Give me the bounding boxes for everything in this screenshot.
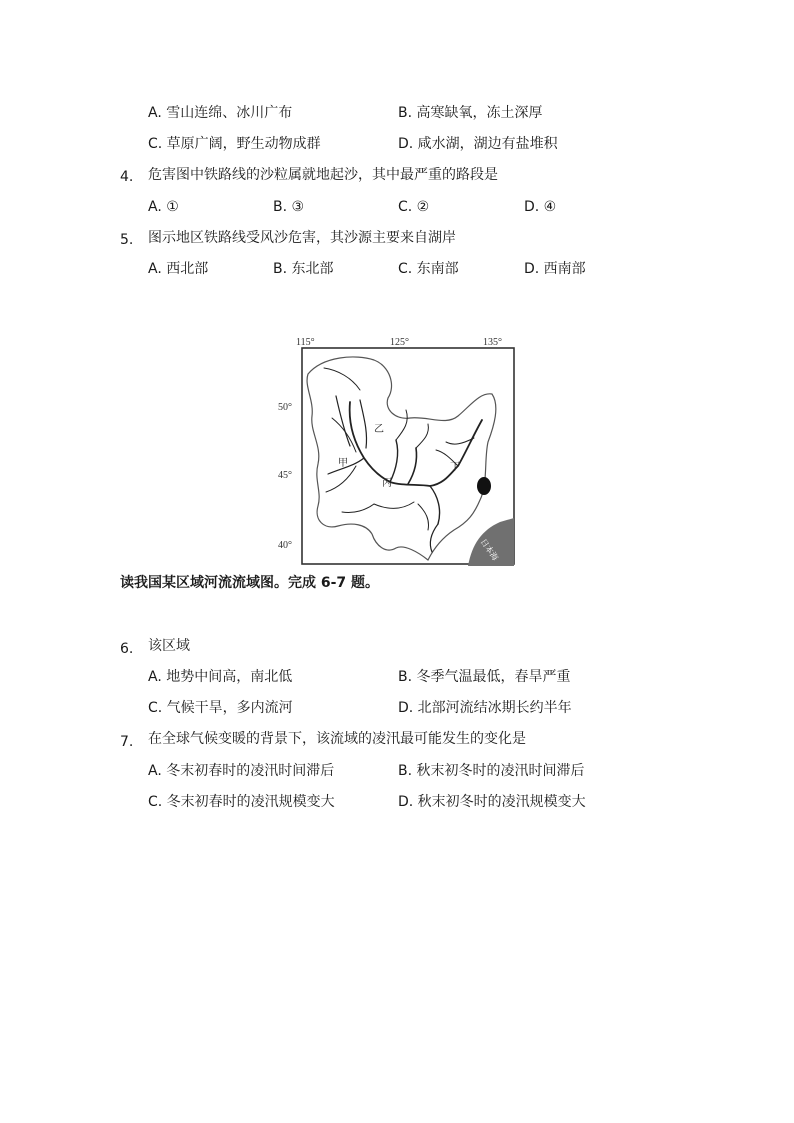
q6-option-b: B. 冬季气温最低，春旱严重 — [398, 669, 571, 685]
q5-number: 5. — [120, 232, 134, 248]
lon-label-115: 115° — [296, 337, 315, 348]
q5-option-d: D. 西南部 — [524, 261, 586, 277]
q4-option-d: D. ④ — [524, 199, 557, 215]
q3-option-d: D. 咸水湖，湖边有盐堆积 — [398, 136, 558, 152]
q7-number: 7. — [120, 734, 134, 750]
q6-option-a: A. 地势中间高，南北低 — [148, 669, 293, 685]
map-frame — [302, 348, 514, 564]
q6-number: 6. — [120, 641, 134, 657]
lake-shape — [477, 477, 491, 495]
q3-option-a: A. 雪山连绵、冰川广布 — [148, 105, 293, 121]
lat-label-45: 45° — [278, 470, 292, 481]
q4-option-b: B. ③ — [273, 199, 305, 215]
q7-option-a: A. 冬末初春时的凌汛时间滞后 — [148, 763, 335, 779]
q5-option-a: A. 西北部 — [148, 261, 209, 277]
figure-caption: 读我国某区域河流流域图。完成 6-7 题。 — [120, 575, 380, 591]
q4-number: 4. — [120, 169, 134, 185]
q6-option-c: C. 气候干旱，多内流河 — [148, 700, 293, 716]
lon-label-135: 135° — [483, 337, 502, 348]
river-basin-map — [278, 334, 518, 566]
q5-option-c: C. 东南部 — [398, 261, 459, 277]
lat-label-40: 40° — [278, 540, 292, 551]
place-label-ding: 丁 — [450, 462, 460, 473]
place-label-yi: 乙 — [374, 424, 384, 435]
place-label-bing: 丙 — [382, 478, 392, 489]
q7-option-d: D. 秋末初冬时的凌汛规模变大 — [398, 794, 586, 810]
q6-stem: 该区域 — [148, 638, 190, 654]
lat-label-50: 50° — [278, 402, 292, 413]
q7-option-b: B. 秋末初冬时的凌汛时间滞后 — [398, 763, 585, 779]
q7-option-c: C. 冬末初春时的凌汛规模变大 — [148, 794, 335, 810]
place-label-jia: 甲 — [338, 458, 348, 469]
q5-stem: 图示地区铁路线受风沙危害，其沙源主要来自湖岸 — [148, 230, 456, 246]
q4-stem: 危害图中铁路线的沙粒属就地起沙，其中最严重的路段是 — [148, 167, 498, 183]
sea-label: 日本海 — [478, 537, 500, 563]
q4-option-c: C. ② — [398, 199, 430, 215]
q4-option-a: A. ① — [148, 199, 179, 215]
q7-stem: 在全球气候变暖的背景下，该流域的凌汛最可能发生的变化是 — [148, 731, 526, 747]
q3-option-c: C. 草原广阔，野生动物成群 — [148, 136, 321, 152]
q6-option-d: D. 北部河流结冰期长约半年 — [398, 700, 572, 716]
q3-option-b: B. 高寒缺氧，冻土深厚 — [398, 105, 543, 121]
q5-option-b: B. 东北部 — [273, 261, 334, 277]
lon-label-125: 125° — [390, 337, 409, 348]
